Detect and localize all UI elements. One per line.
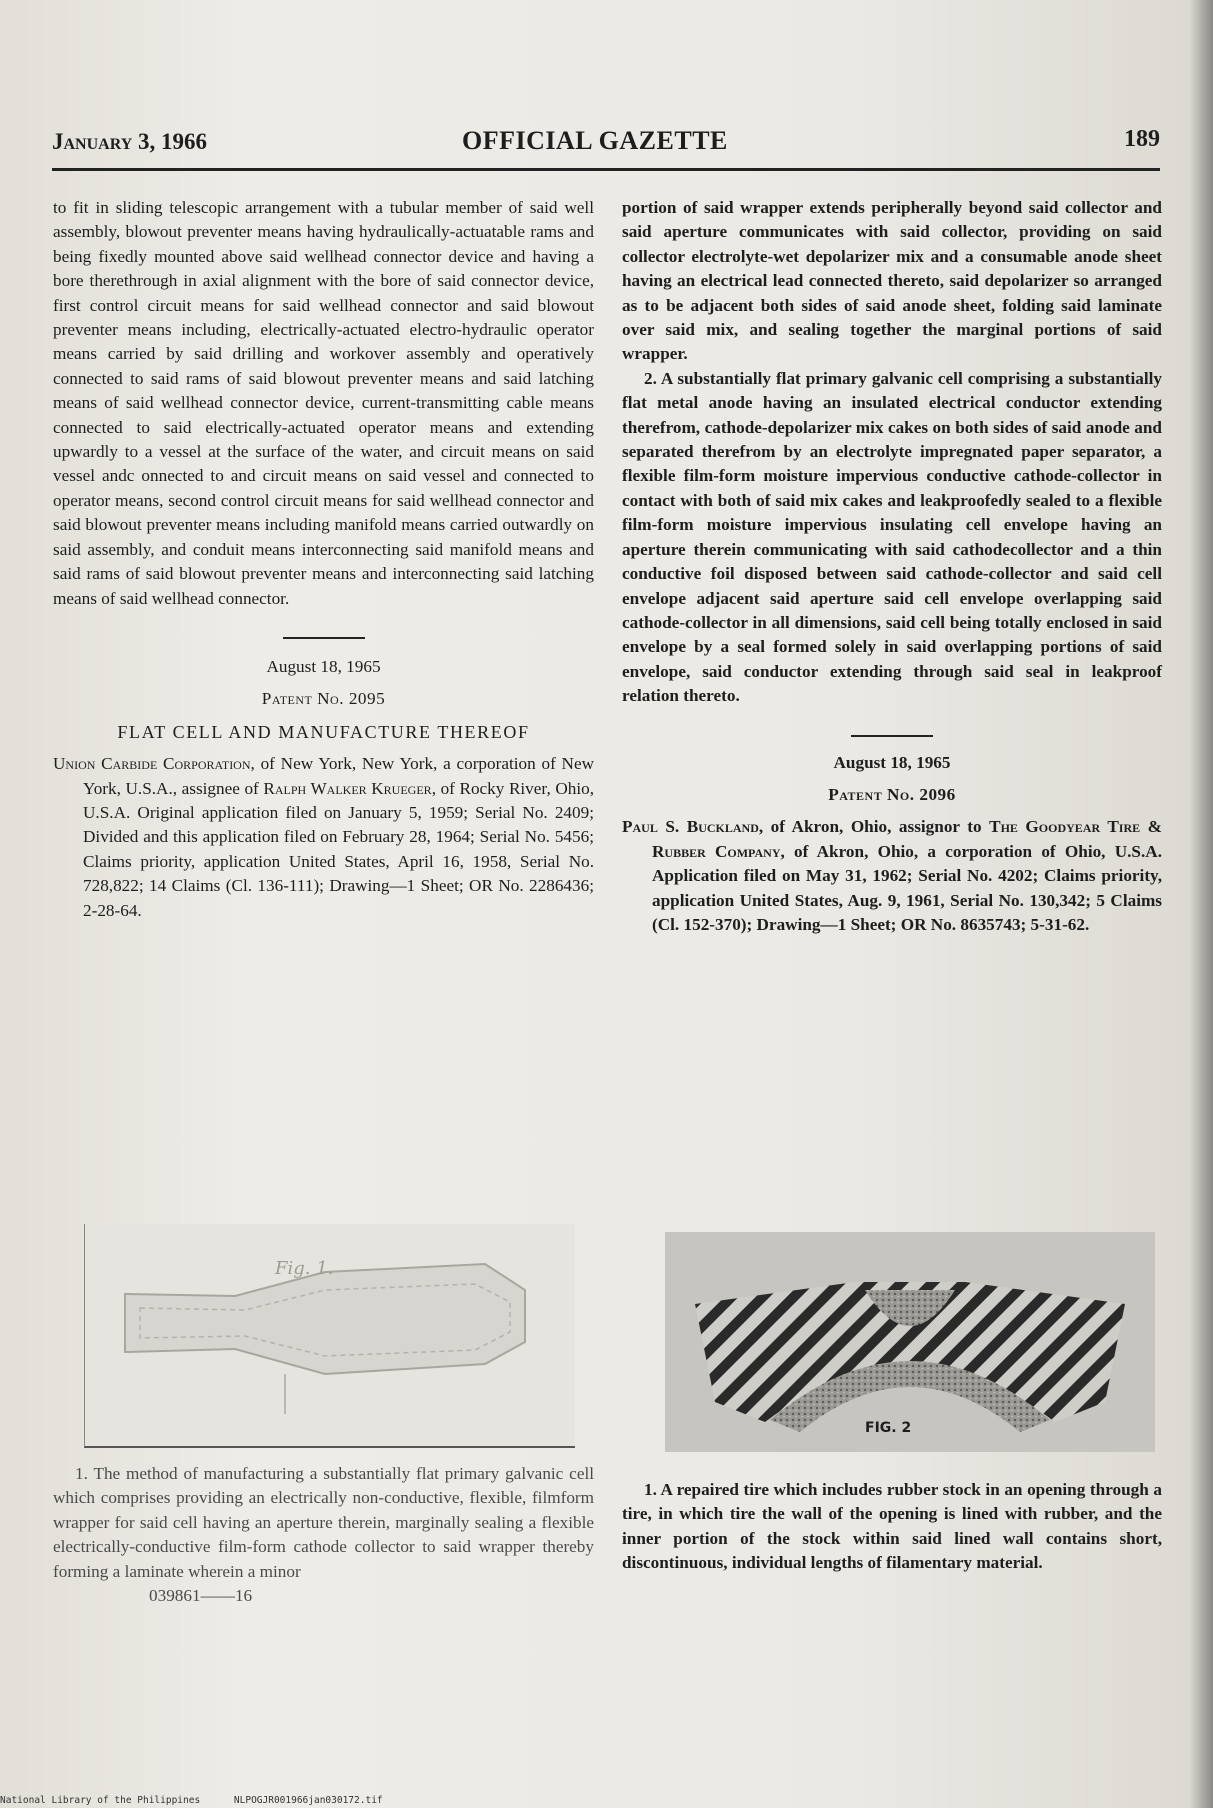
- fig2-drawing: [665, 1232, 1155, 1452]
- fig1-label: Fig. 1.: [275, 1258, 334, 1279]
- patent-number-right: Patent No. 2096: [828, 784, 956, 804]
- patent-details: [53, 752, 594, 923]
- footer-library: National Library of the Philippines: [0, 1795, 201, 1806]
- patent-details-right: [622, 815, 1162, 937]
- fig1-drawing: [85, 1224, 575, 1446]
- page-header: [52, 126, 1160, 160]
- assignee-right: The Goodyear Tire & Rubber Company: [652, 817, 1162, 861]
- header-title: OFFICIAL GAZETTE: [462, 126, 728, 155]
- left-claim-block: [53, 1462, 594, 1608]
- continuation-text: to fit in sliding telescopic arrangement with a tubular member of said well assembly, blowout preventer means having hydraulically-actuatable rams and being fixedly mounted above said wellhead connector device and having a bore therethrough in axial alignment with the bore of said connector device, first control circuit means for said wellhead connector and said blowout preventer means including, electrically-actuated electro-hydraulic operator means carried by said drilling and workover assembly and operatively connected to said rams of said blowout preventer means and said latching means of said wellhead connector device, current-transmitting cable means connected to said electrically-actuated operator means and extending upwardly to a vessel at the surface of the water, and circuit means on said vessel andc onnected to and circuit means on said vessel and connected to operator means, second control circuit means for said wellhead connector and said blowout preventer means including manifold means carried outwardly on said assembly, and conduit means interconnecting said manifold means and said rams of said blowout preventer means and interconnecting said latching means of said wellhead connector.: [53, 198, 594, 608]
- inventor-right: Paul S. Buckland: [622, 817, 759, 837]
- patent-number: Patent No. 2095: [261, 689, 386, 709]
- claim-1-patent-2095: 1. The method of manufacturing a substantially flat primary galvanic cell which comprises providing an electrically non-conductive, flexible, filmform wrapper for said cell having an aperture therein, marginally sealing a flexible electrically-conductive film-form cathode collector to said wrapper thereby forming a laminate wherein a minor: [53, 1464, 594, 1581]
- fig2-label: FIG. 2: [865, 1420, 912, 1436]
- details-text: , of Rocky River, Ohio, U.S.A. Original application filed on January 5, 1959; Serial No. 2409; Divided and this application filed on February 28, 1964; Serial No. 5456; Claims priority, application United States, April 16, 1958, Serial No. 728,822; 14 Claims (Cl. 136-111); Drawing—1 Sheet; OR No. 2286436; 2-28-64.: [83, 778, 594, 920]
- header-rule: [52, 168, 1160, 171]
- patent-title: FLAT CELL AND MANUFACTURE THEREOF: [117, 721, 530, 742]
- claim-2: 2. A substantially flat primary galvanic cell comprising a substantially flat metal anode having an insulated electrical conductor extending therefrom, cathode-depolarizer mix cakes on both sides of said anode and separated therefrom by an electrolyte impregnated paper separator, a flexible film-form moisture impervious conductive cathode-collector in contact with both of said mix cakes and leakproofedly sealed to a flexible film-form moisture impervious insulating cell envelope having an aperture therein communicating with said cathodecollector and a thin conductive foil disposed between said cathode-collector and said cell envelope adjacent said aperture said cell envelope overlapping said cathode-collector in all dimensions, said cell being totally enclosed in said envelope by a seal formed solely in said overlapping portions of said envelope, said conductor extending through said seal in leakproof relation thereto.: [622, 368, 1162, 706]
- right-column: [622, 196, 1162, 937]
- page-number: 189: [1124, 126, 1160, 152]
- right-claim-block: [622, 1478, 1162, 1576]
- footer-file: NLPOGJR001966jan030172.tif: [233, 1795, 383, 1806]
- figure-1: [84, 1224, 575, 1448]
- inventor-rest: , of Akron, Ohio, assignor to: [758, 817, 990, 837]
- header-date: January 3, 1966: [52, 129, 208, 154]
- patent-date: August 18, 1965: [266, 656, 381, 676]
- inventor: Ralph Walker Krueger: [263, 778, 432, 798]
- claim-1-patent-2096: 1. A repaired tire which includes rubber stock in an opening through a tire, in which tire the wall of the opening is lined with rubber, and the inner portion of the stock within said lined wall contains short, discontinuous, individual lengths of filamentary material.: [622, 1480, 1162, 1573]
- figure-2: [665, 1232, 1155, 1452]
- scan-shadow: [1189, 0, 1213, 1808]
- details-text-right: , of Akron, Ohio, a corporation of Ohio, U.S.A. Application filed on May 31, 1962; Serial No. 4202; Claims priority, application United States, Aug. 9, 1961, Serial No. 130,342; 5 Claims (Cl. 152-370); Drawing—1 Sheet; OR No. 8635743; 5-31-62.: [652, 841, 1162, 934]
- patent-date-right: August 18, 1965: [833, 752, 951, 772]
- claim-continuation-right: portion of said wrapper extends peripherally beyond said collector and said aperture communicates with said collector, providing on said collector electrolyte-wet depolarizer mix and a consumable anode sheet having an electrical lead connected thereto, said depolarizer so arranged as to be adjacent both sides of said anode sheet, folding said laminate over said mix, and sealing together the marginal portions of said wrapper.: [622, 198, 1162, 364]
- scan-footer: [0, 1795, 411, 1806]
- assignee-rest: , of New York, New York, a corporation of New York, U.S.A., assignee of: [83, 754, 594, 798]
- assignee: Union Carbide Corporation: [53, 754, 251, 774]
- left-column: [53, 196, 594, 923]
- claim-continuation: [53, 196, 594, 611]
- footer-code: 039861——16: [149, 1586, 253, 1606]
